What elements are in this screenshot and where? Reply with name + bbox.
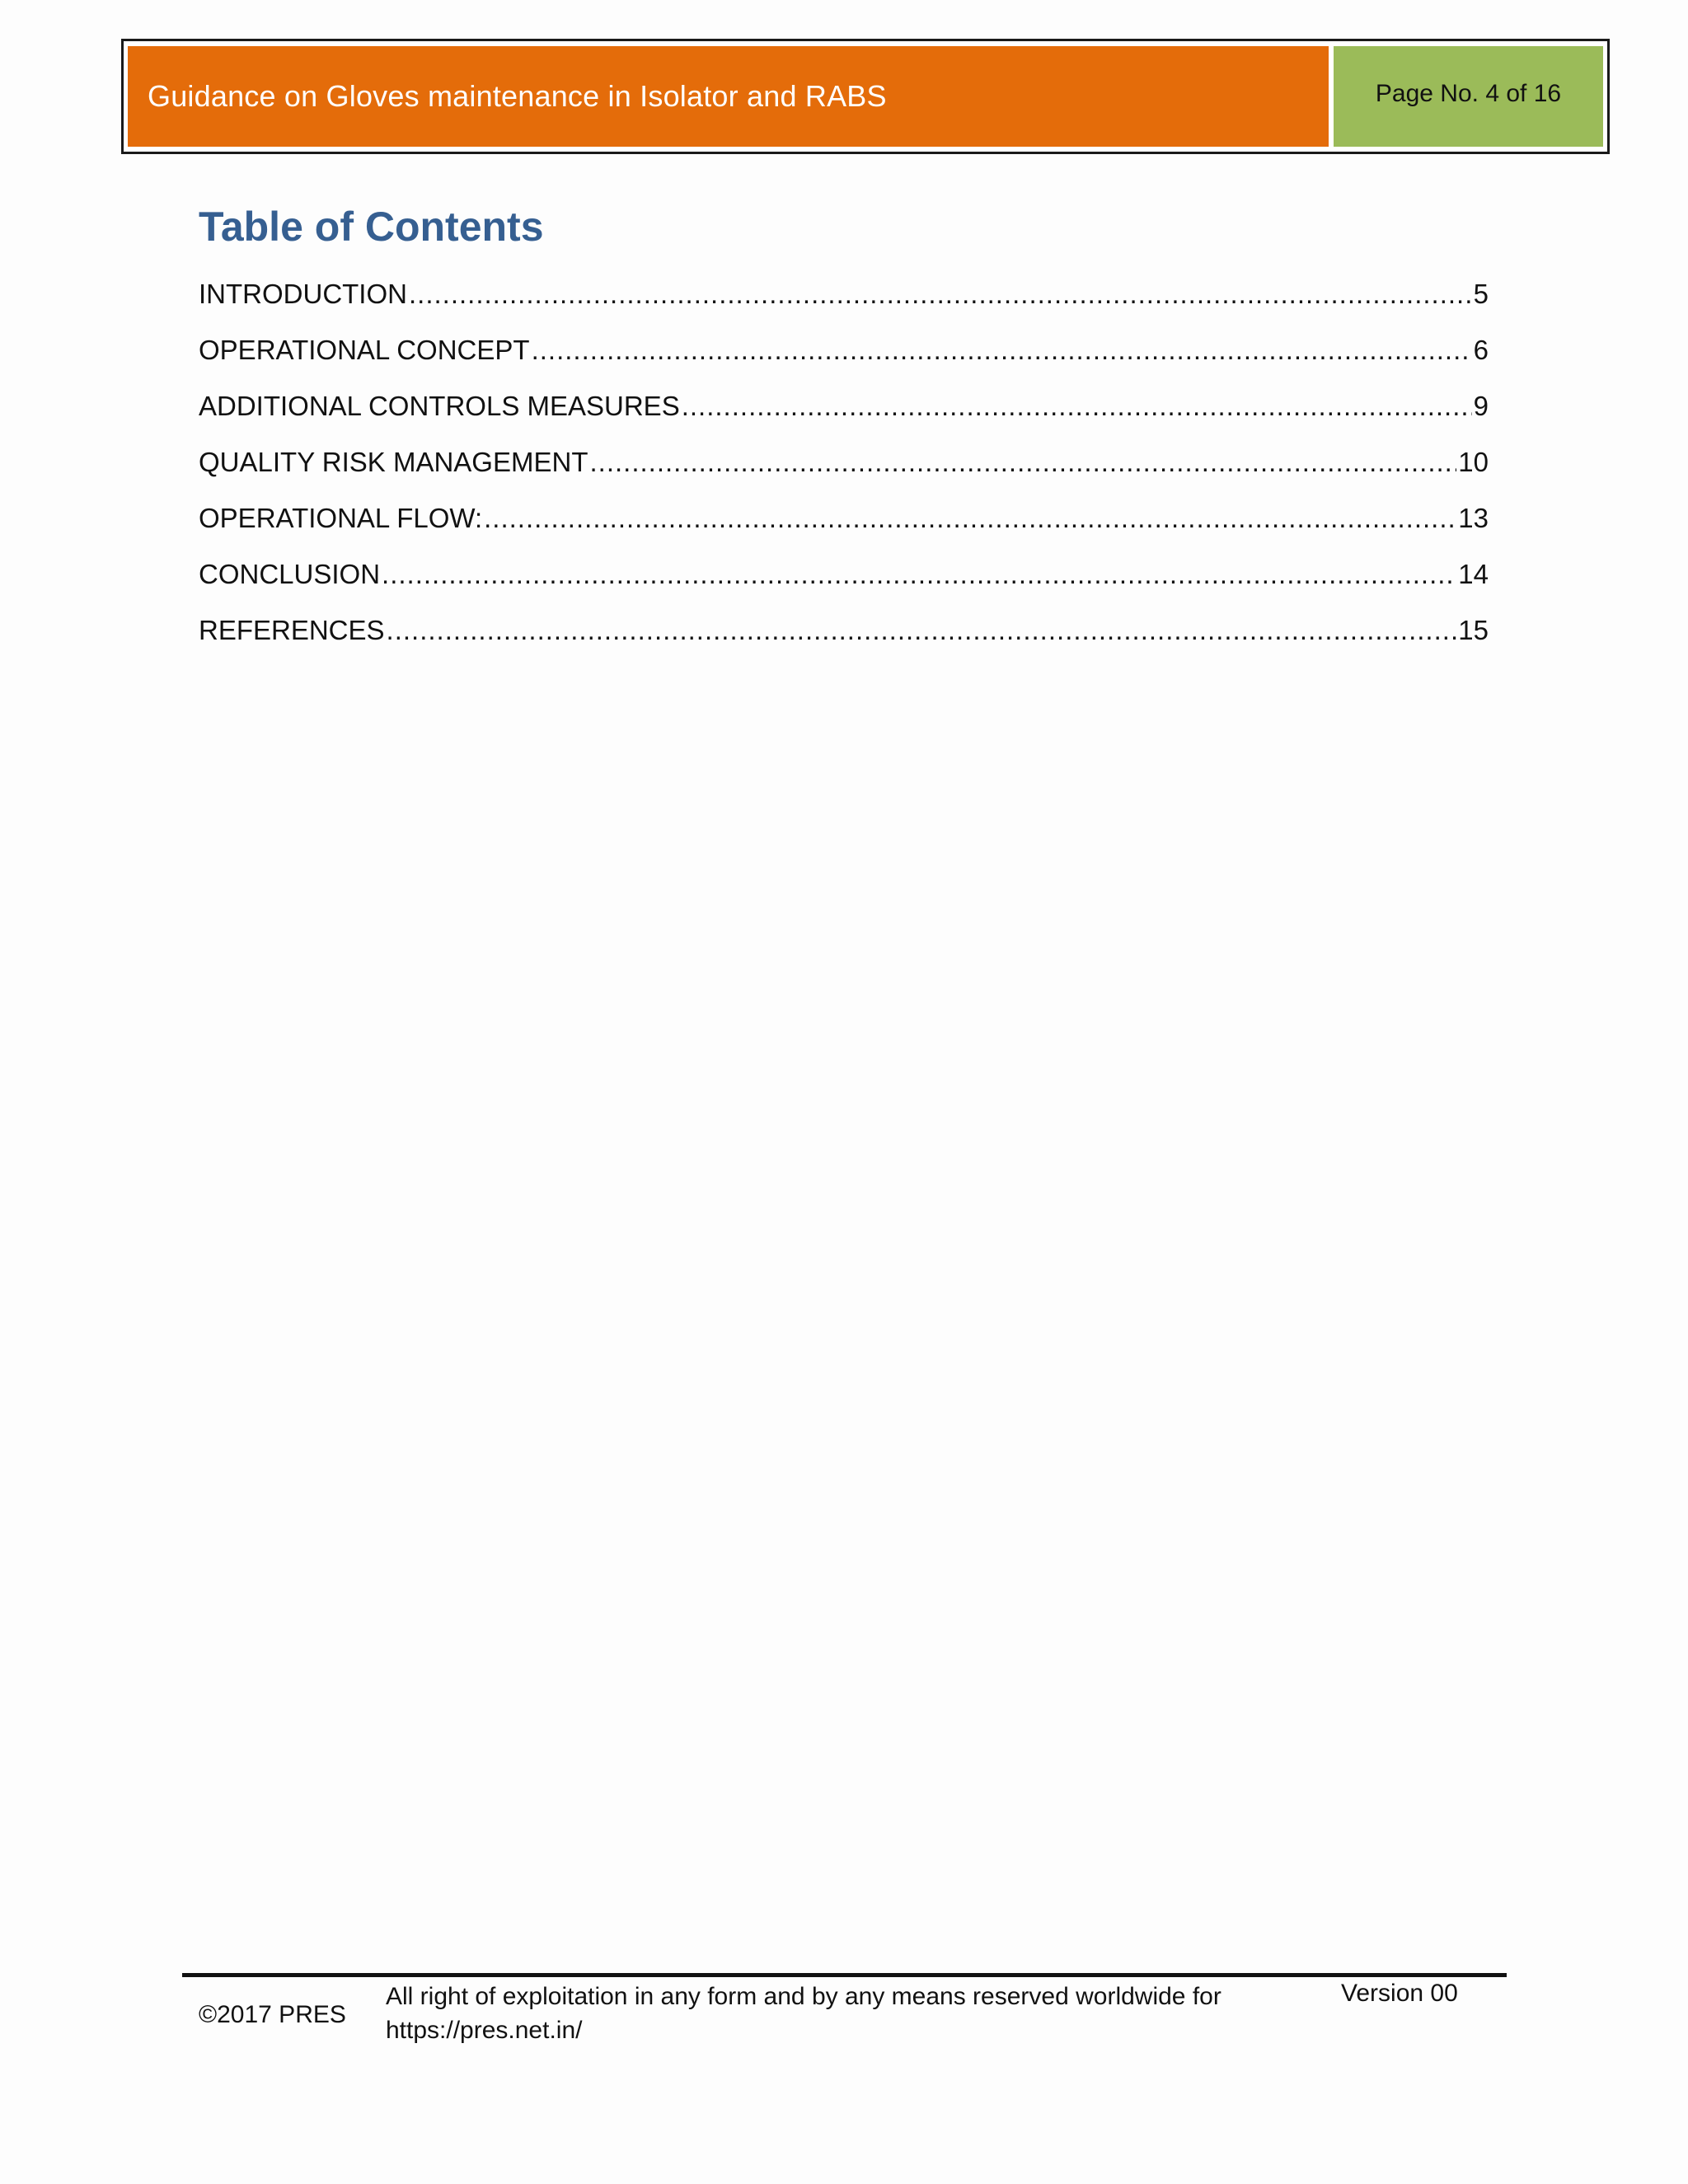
- toc-entry-conclusion[interactable]: [199, 559, 1489, 615]
- toc-entry-page: 9: [1473, 391, 1489, 421]
- footer-copyright: ©2017 PRES: [199, 2001, 346, 2028]
- toc-entry-page: 15: [1458, 615, 1489, 645]
- footer-version: Version 00: [1341, 1980, 1458, 2007]
- toc-entry-operational-concept[interactable]: [199, 335, 1489, 391]
- toc-entry-quality-risk-management[interactable]: [199, 447, 1489, 503]
- toc-entry-page: 14: [1458, 559, 1489, 589]
- toc-dot-leader: [532, 335, 1472, 366]
- toc-entry-page: 5: [1473, 279, 1489, 309]
- toc-entry-page: 10: [1458, 447, 1489, 477]
- toc-entry-page: 6: [1473, 335, 1489, 365]
- toc-dot-leader: [589, 447, 1456, 478]
- header-title-box: [128, 46, 1329, 147]
- toc-entry-label: OPERATIONAL FLOW:: [199, 503, 483, 533]
- document-title: Guidance on Gloves maintenance in Isolator and RABS: [148, 79, 887, 113]
- toc-list: [199, 279, 1489, 671]
- toc-dot-leader: [484, 503, 1456, 534]
- toc-entry-page: 13: [1458, 503, 1489, 533]
- toc-entry-label: OPERATIONAL CONCEPT: [199, 335, 530, 365]
- toc-entry-additional-controls-measures[interactable]: [199, 391, 1489, 447]
- toc-entry-introduction[interactable]: [199, 279, 1489, 335]
- toc-dot-leader: [682, 391, 1472, 422]
- toc-entry-label: QUALITY RISK MANAGEMENT: [199, 447, 588, 477]
- footer-rights-url: https://pres.net.in/: [386, 2017, 583, 2044]
- footer-rights-line: All right of exploitation in any form and by any means reserved worldwide for: [386, 1983, 1221, 2010]
- toc-dot-leader: [409, 279, 1472, 310]
- toc-dot-leader: [382, 559, 1456, 590]
- footer-rights-statement: [386, 1980, 1309, 2047]
- toc-entry-label: CONCLUSION: [199, 559, 381, 589]
- toc-entry-label: INTRODUCTION: [199, 279, 407, 309]
- header-page-box: [1334, 46, 1603, 147]
- toc-entry-operational-flow[interactable]: [199, 503, 1489, 559]
- toc-entry-references[interactable]: [199, 615, 1489, 671]
- toc-entry-label: ADDITIONAL CONTROLS MEASURES: [199, 391, 680, 421]
- toc-heading: Table of Contents: [199, 204, 544, 250]
- toc-dot-leader: [387, 615, 1457, 646]
- toc-entry-label: REFERENCES: [199, 615, 385, 645]
- page-number: Page No. 4 of 16: [1375, 80, 1562, 107]
- footer-divider: [182, 1973, 1507, 1977]
